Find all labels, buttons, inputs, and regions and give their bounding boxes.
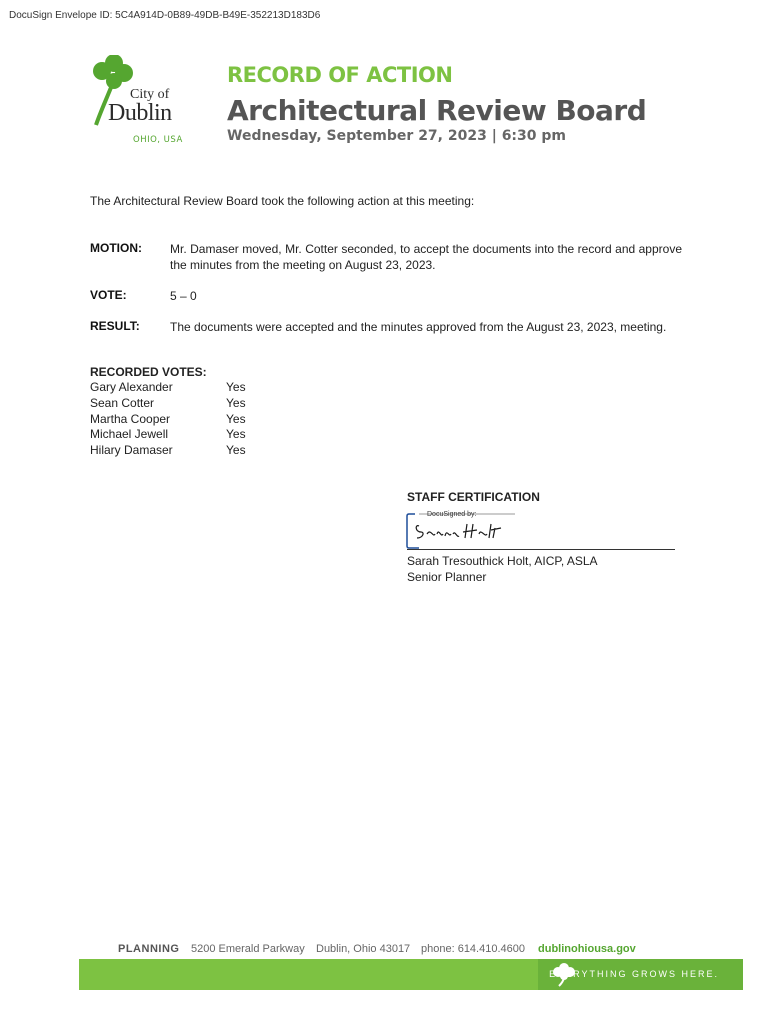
logo-dublin: Dublin: [108, 100, 172, 126]
voter-vote: Yes: [226, 395, 246, 410]
motion-label: MOTION:: [90, 241, 142, 255]
recorded-votes-heading: RECORDED VOTES:: [90, 365, 207, 379]
result-text: The documents were accepted and the minutes approved from the August 23, 2023, meeting.: [170, 320, 667, 334]
footer-address: 5200 Emerald Parkway: [191, 943, 305, 955]
list-item: [90, 380, 246, 396]
motion-text: Mr. Damaser moved, Mr. Cotter seconded, to accept the documents into the record and approve the minutes from the meeting on August 23, 2023.: [170, 242, 682, 272]
docusign-envelope-id: DocuSign Envelope ID: 5C4A914D-0B89-49DB-B49E-352213D183D6: [9, 10, 321, 21]
recorded-votes-list: [90, 380, 246, 459]
footer-department: PLANNING: [118, 943, 180, 955]
docusigned-by-label: DocuSigned by:: [427, 511, 477, 518]
voter-name: Hilary Damaser: [90, 443, 173, 458]
list-item: [90, 443, 246, 459]
vote-label: VOTE:: [90, 288, 127, 302]
footer-city: Dublin, Ohio 43017: [316, 943, 411, 955]
voter-vote: Yes: [226, 427, 246, 442]
list-item: [90, 427, 246, 443]
logo-city-of: City of: [130, 87, 170, 102]
footer-green-bar: [79, 959, 743, 990]
footer-website-link[interactable]: dublinohiousa.gov: [538, 943, 636, 955]
voter-name: Michael Jewell: [90, 427, 169, 442]
voter-name: Sean Cotter: [90, 395, 155, 410]
city-of-dublin-logo: [88, 55, 198, 150]
record-of-action-title: RECORD OF ACTION: [227, 63, 453, 87]
signer-name: Sarah Tresouthick Holt, AICP, ASLA: [407, 554, 598, 568]
meeting-date: Wednesday, September 27, 2023 | 6:30 pm: [227, 128, 567, 144]
voter-vote: Yes: [226, 411, 246, 426]
voter-vote: Yes: [226, 380, 246, 394]
list-item: [90, 412, 246, 428]
voter-name: Gary Alexander: [90, 380, 173, 394]
vote-text: 5 – 0: [170, 289, 197, 303]
signature-line: [407, 549, 675, 550]
footer-phone: phone: 614.410.4600: [421, 943, 525, 955]
footer-tagline: EVERYTHING GROWS HERE.: [549, 969, 719, 979]
board-title: Architectural Review Board: [227, 94, 647, 127]
logo-ohio-usa: OHIO, USA: [133, 135, 183, 145]
voter-name: Martha Cooper: [90, 411, 171, 426]
result-label: RESULT:: [90, 319, 140, 333]
signer-block: [407, 553, 598, 585]
signer-title: Senior Planner: [407, 570, 487, 584]
voter-vote: Yes: [226, 443, 246, 458]
intro-text: The Architectural Review Board took the following action at this meeting:: [90, 194, 475, 208]
staff-certification-heading: STAFF CERTIFICATION: [407, 490, 540, 504]
docusign-signature-box: [405, 510, 520, 550]
list-item: [90, 396, 246, 412]
